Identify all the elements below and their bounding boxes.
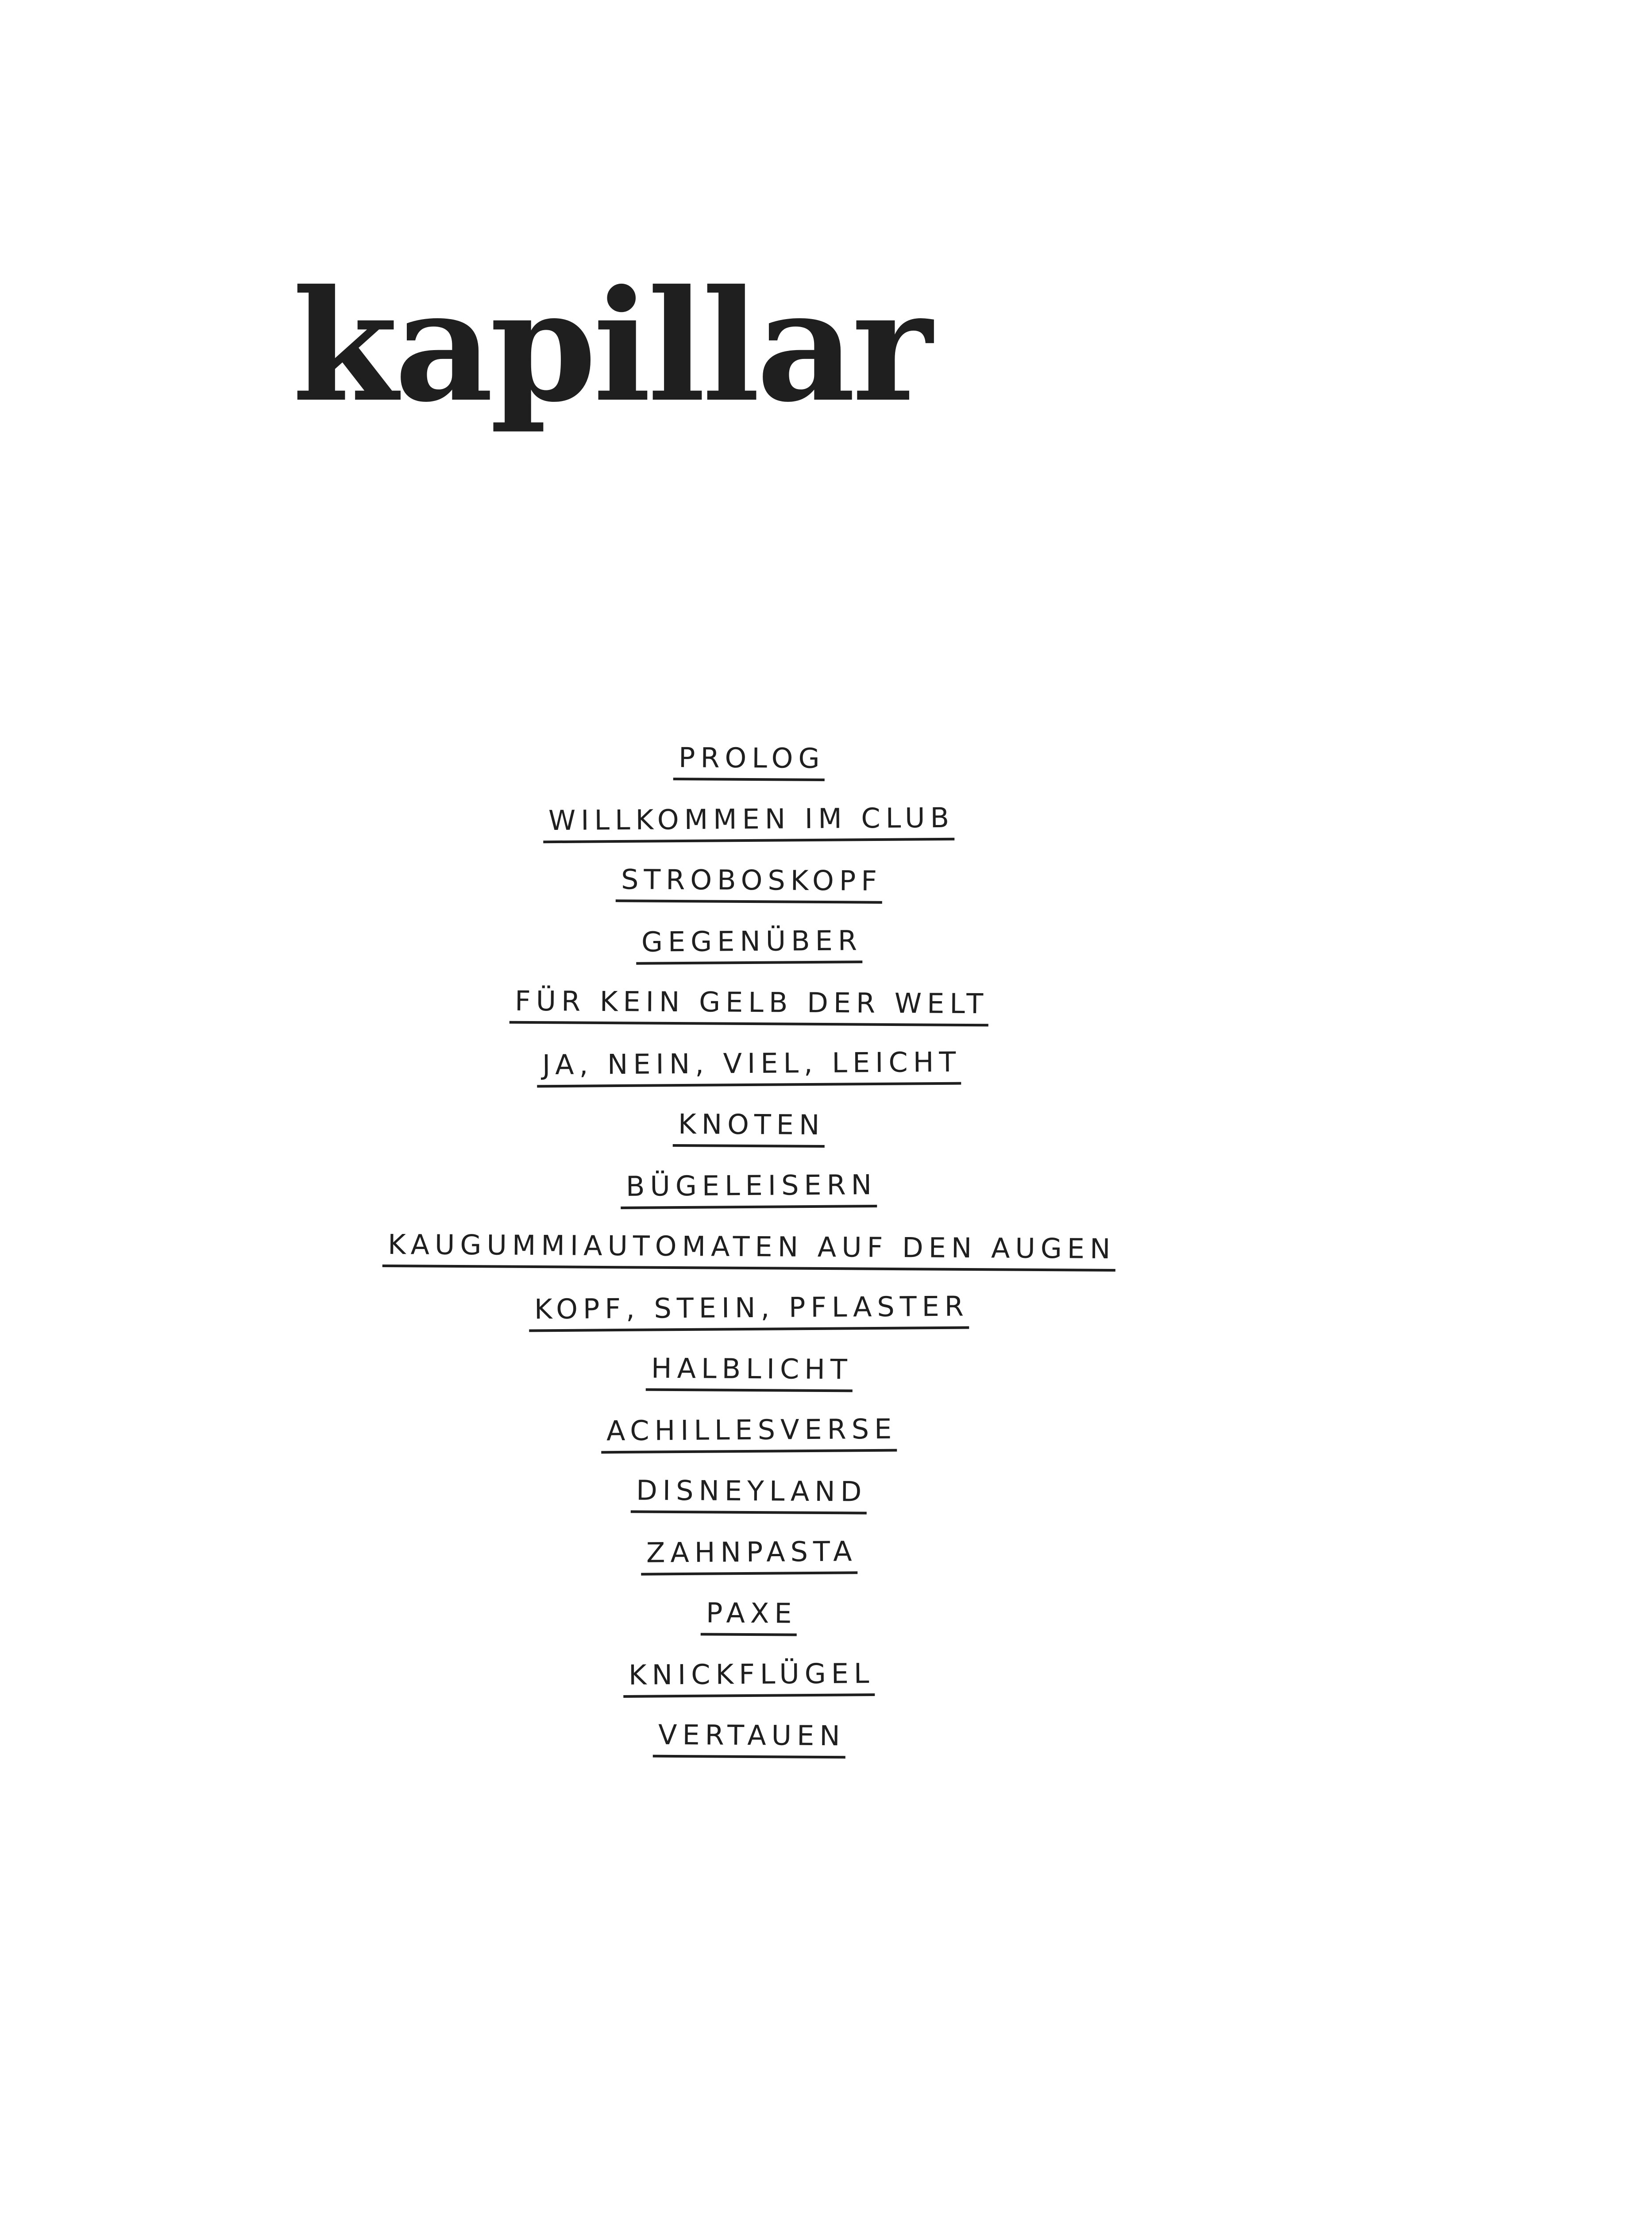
toc-entry [0,741,1498,806]
toc-entry [0,984,1498,1050]
toc-entry [0,1718,1498,1783]
toc-entry [0,1596,1498,1661]
book-title: kapillar [292,257,929,436]
toc-link-kopf-stein-pflaster[interactable]: KOPF, STEIN, PFLASTER [529,1293,969,1332]
toc-link-knickfluegel[interactable]: KNICKFLÜGEL [623,1660,875,1698]
toc-link-prolog[interactable]: PROLOG [673,744,825,781]
toc-entry [0,1228,1498,1294]
toc-entry [0,863,1498,928]
toc-entry [0,1045,1498,1111]
toc-link-halblicht[interactable]: HALBLICHT [645,1355,852,1392]
toc-link-buegeleisern[interactable]: BÜGELEISERN [621,1171,877,1209]
table-of-contents [0,741,1498,1783]
toc-link-achillesverse[interactable]: ACHILLESVERSE [601,1415,897,1454]
toc-link-paxe[interactable]: PAXE [701,1599,797,1636]
toc-link-ja-nein-viel-leicht[interactable]: JA, NEIN, VIEL, LEICHT [537,1049,961,1088]
toc-link-zahnpasta[interactable]: ZAHNPASTA [641,1538,857,1575]
toc-entry [0,1657,1498,1722]
toc-link-willkommen-im-club[interactable]: WILLKOMMEN IM CLUB [543,804,955,843]
toc-entry [0,1290,1498,1355]
toc-link-fuer-kein-gelb-der-welt[interactable]: FÜR KEIN GELB DER WELT [509,987,989,1027]
toc-link-knoten[interactable]: KNOTEN [673,1110,825,1148]
toc-link-disneyland[interactable]: DISNEYLAND [631,1477,867,1514]
toc-entry [0,801,1498,867]
toc-entry [0,1535,1498,1600]
toc-entry [0,1474,1498,1538]
toc-link-stroboskopf[interactable]: STROBOSKOPF [616,866,882,904]
toc-entry [0,1168,1498,1233]
toc-entry [0,924,1498,989]
toc-entry [0,1352,1498,1416]
toc-link-vertauen[interactable]: VERTAUEN [652,1721,845,1759]
toc-link-kaugummiautomaten-auf-den-augen[interactable]: KAUGUMMIAUTOMATEN AUF DEN AUGEN [382,1231,1116,1272]
toc-entry [0,1412,1498,1477]
toc-link-gegenueber[interactable]: GEGENÜBER [636,927,862,965]
toc-entry [0,1108,1498,1172]
